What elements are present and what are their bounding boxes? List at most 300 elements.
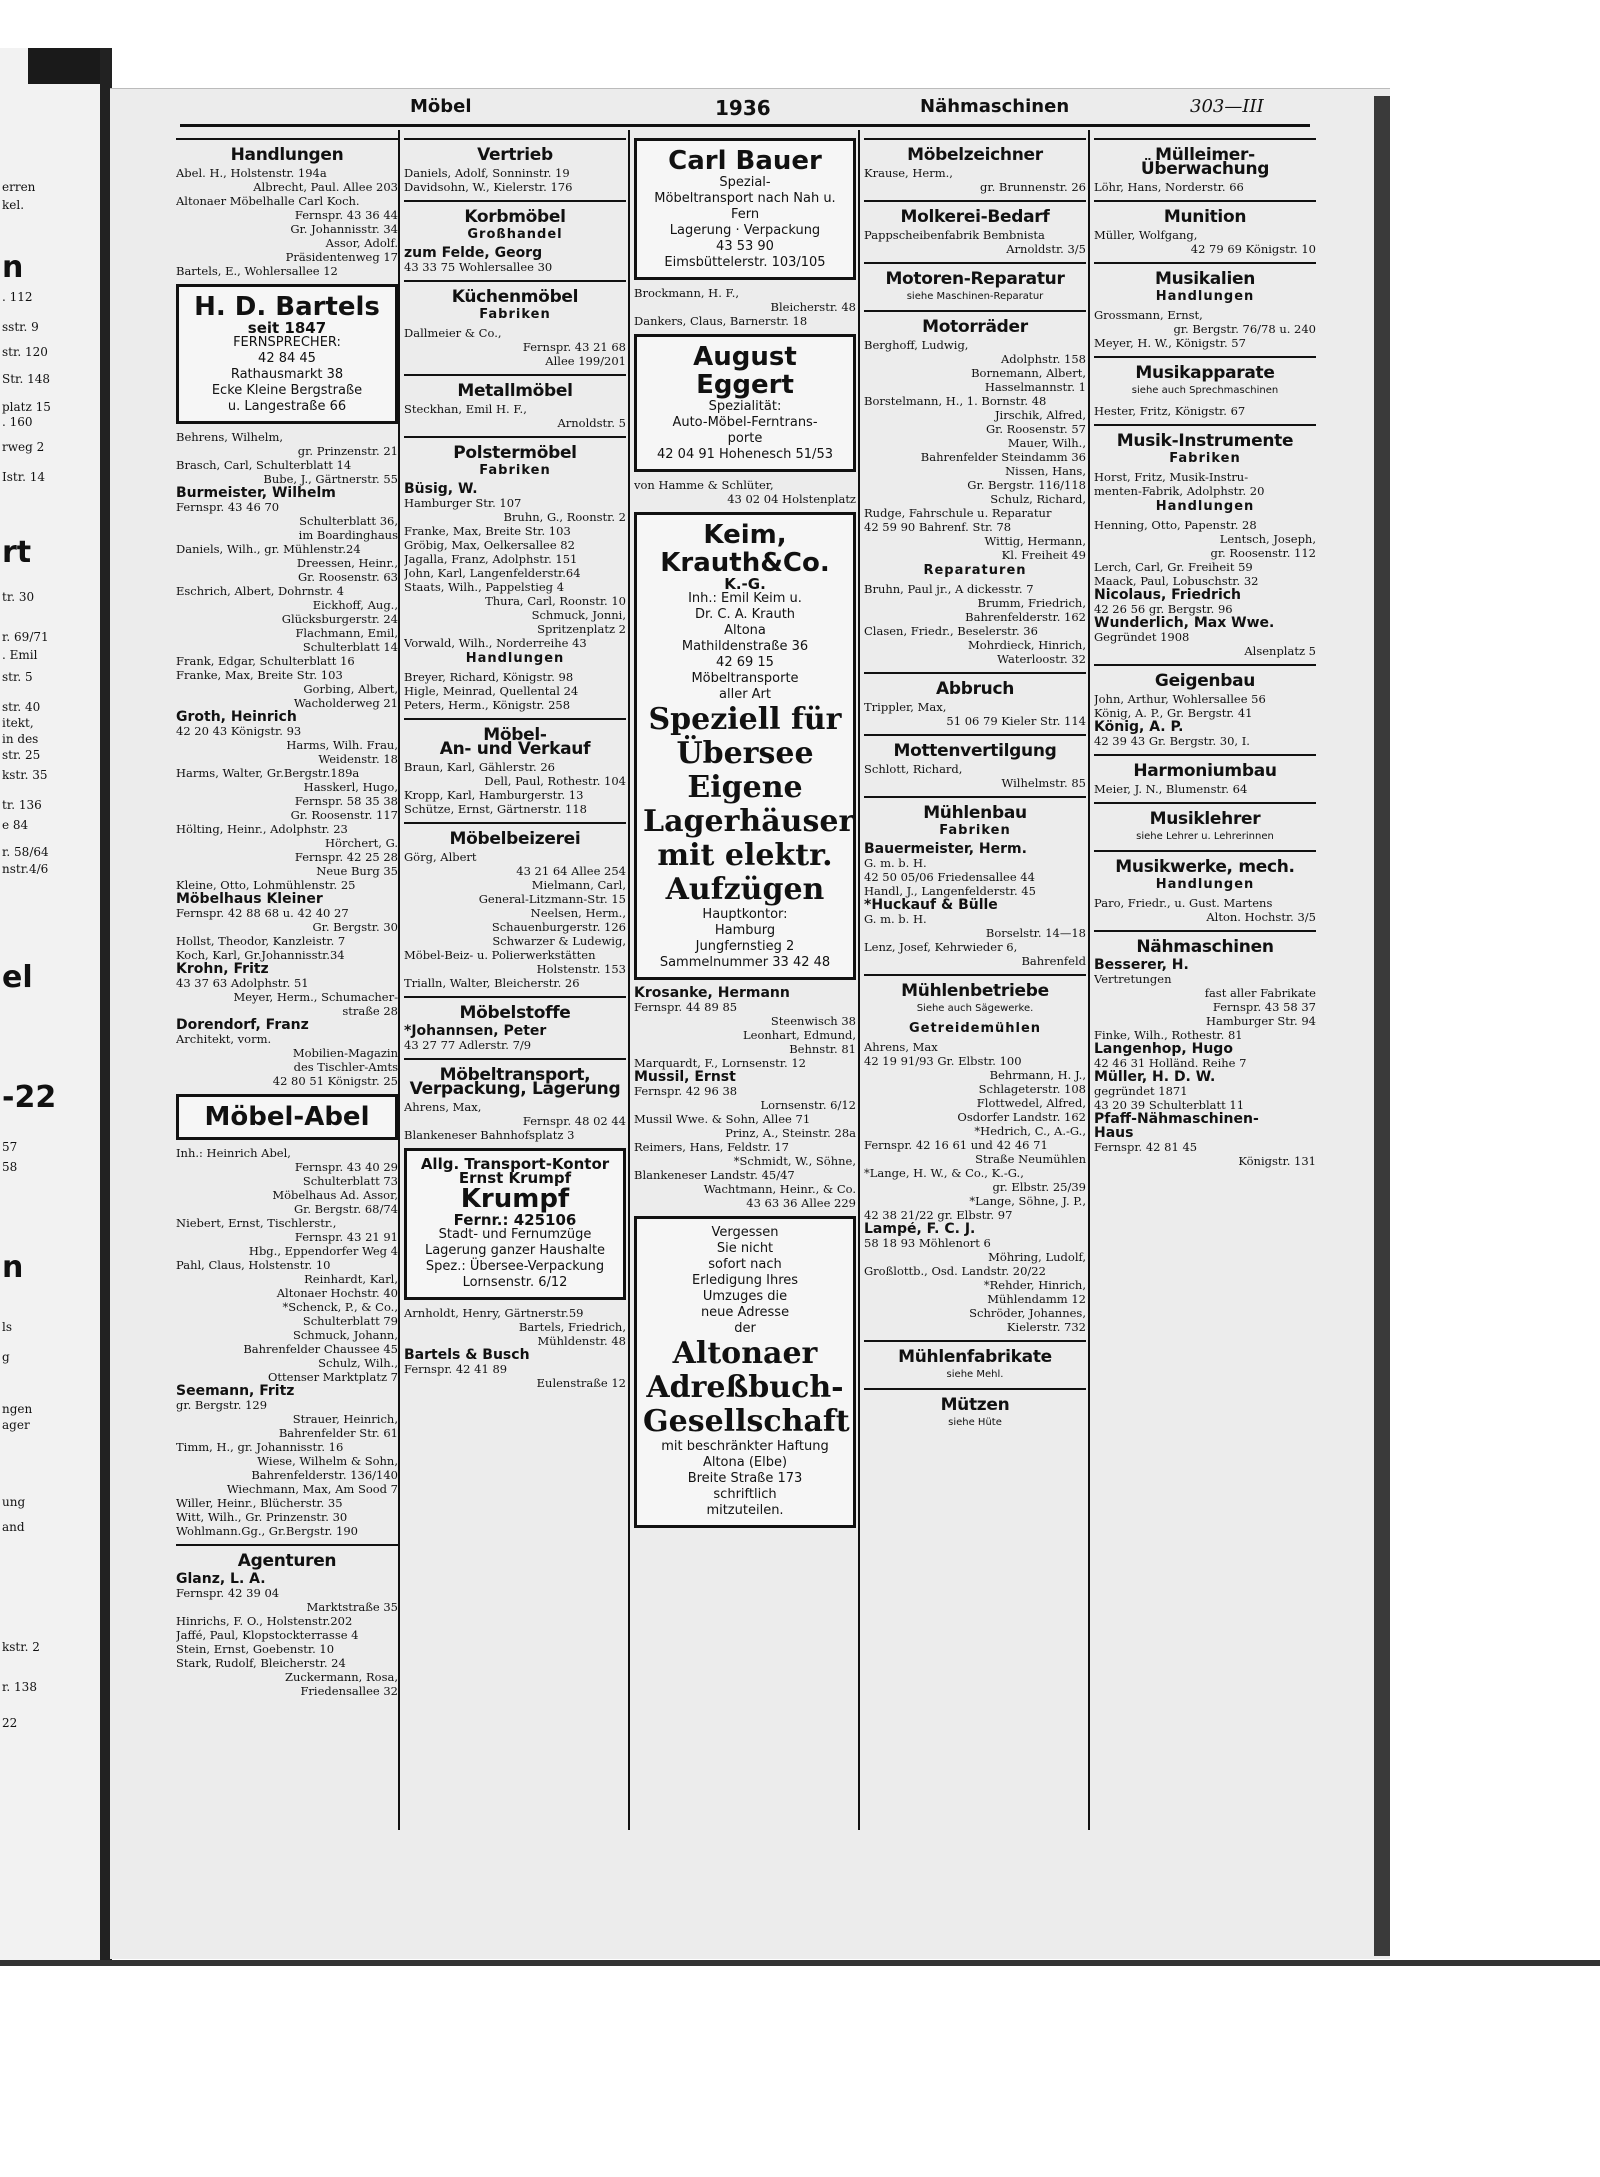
column-1 [176, 132, 398, 1698]
entry-line: Schmuck, Johann, [292, 1328, 398, 1342]
section-rule [864, 974, 1086, 976]
section-heading: Vertrieb [477, 145, 553, 165]
entry-line: Fernspr. 42 88 68 u. 42 40 27 [176, 906, 349, 920]
entry-line: Staats, Wilh., Pappelstieg 4 [404, 580, 565, 594]
advert-l1: Spezial- [719, 175, 771, 190]
entry-line: Königstr. 131 [1238, 1154, 1316, 1168]
column-2 [404, 132, 626, 1390]
entry-line: Pappscheibenfabrik Bembnista [864, 228, 1045, 242]
entry-line: Pahl, Claus, Holstenstr. 10 [176, 1258, 331, 1272]
entry-line: Bruhn, Paul jr., A dickesstr. 7 [864, 582, 1034, 596]
entry-line: Meyer, H. W., Königstr. 57 [1094, 336, 1246, 350]
left-page-text: rweg 2 [2, 440, 45, 454]
bold-entry: Groth, Heinrich [176, 710, 297, 724]
entry-line: Brockmann, H. F., [634, 286, 740, 300]
entry-line: Hinrichs, F. O., Holstenstr.202 [176, 1614, 353, 1628]
entry-line: Flachmann, Emil, [295, 626, 398, 640]
entry-line: von Hamme & Schlüter, [634, 478, 774, 492]
entry-line: Ottenser Marktplatz 7 [267, 1370, 398, 1384]
entry-line: gr. Elbstr. 25/39 [992, 1180, 1086, 1194]
bold-entry: Nicolaus, Friedrich [1094, 588, 1242, 602]
entry-line: Neue Burg 35 [316, 864, 398, 878]
advert-box [634, 1216, 856, 1528]
advert-l3: Spez.: Übersee-Verpackung [425, 1259, 605, 1274]
entry-line: Mohrdieck, Hinrich, [968, 638, 1086, 652]
advert-l13: Jungfernstieg 2 [695, 939, 795, 954]
entry-line: Möhring, Ludolf, [988, 1250, 1086, 1264]
section-heading: Mühlenbetriebe [901, 981, 1049, 1001]
entry-line: 43 33 75 Wohlersallee 30 [404, 260, 553, 274]
advert-name: Keim, Krauth&Co. [660, 520, 830, 578]
entry-line: Friedensallee 32 [300, 1684, 398, 1698]
entry-line: 51 06 79 Kieler Str. 114 [946, 714, 1086, 728]
advert-l12: Altona (Elbe) [702, 1455, 788, 1470]
advert-l3: Rathausmarkt 38 [230, 367, 344, 382]
section-rule [404, 138, 626, 140]
subsection-heading: Reparaturen [923, 563, 1027, 578]
entry-line: Schulterblatt 79 [302, 1314, 398, 1328]
advert-l1: Inh.: Emil Keim u. [688, 591, 802, 606]
advert-l7: der [734, 1321, 756, 1336]
bold-entry: Seemann, Fritz [176, 1384, 295, 1398]
entry-line: Wiese, Wilhelm & Sohn, [257, 1454, 398, 1468]
entry-line: Wacholderweg 21 [293, 696, 398, 710]
advert-box [404, 1148, 626, 1300]
entry-line: Higle, Meinrad, Quellental 24 [404, 684, 579, 698]
advert-box [634, 512, 856, 980]
entry-line: Schulz, Wilh., [318, 1356, 398, 1370]
left-page-text: tr. 30 [2, 590, 35, 604]
entry-line: Strauer, Heinrich, [292, 1412, 398, 1426]
entry-line: Möbel-Beiz- u. Polierwerkstätten [404, 948, 596, 962]
section-rule [176, 138, 398, 140]
section-heading: Küchenmöbel [451, 287, 579, 307]
advert-name: Carl Bauer [668, 146, 822, 176]
section-heading: Möbel- An- und Verkauf [439, 725, 591, 759]
advert-l2: Dr. C. A. Krauth [694, 607, 796, 622]
entry-line: straße 28 [342, 1004, 398, 1018]
entry-line: Möbelhaus Ad. Assor, [272, 1188, 398, 1202]
left-page-text: str. 25 [2, 748, 41, 762]
advert-l5: Umzuges die [702, 1289, 788, 1304]
entry-line: Hester, Fritz, Königstr. 67 [1094, 404, 1246, 418]
entry-line: Bahrenfelderstr. 162 [965, 610, 1086, 624]
bold-entry: Burmeister, Wilhelm [176, 486, 336, 500]
left-page-text: platz 15 [2, 400, 51, 414]
advert-l5: u. Langestraße 66 [227, 399, 347, 414]
entry-line: Behnstr. 81 [789, 1042, 856, 1056]
section-heading: Möbelzeichner [907, 145, 1043, 165]
entry-line: John, Karl, Langenfelderstr.64 [404, 566, 581, 580]
entry-line: Fernspr. 43 46 70 [176, 500, 280, 514]
section-rule [864, 1388, 1086, 1390]
left-page-text: sstr. 9 [2, 320, 39, 334]
entry-line: Clasen, Friedr., Beselerstr. 36 [864, 624, 1038, 638]
entry-line: Eschrich, Albert, Dohrnstr. 4 [176, 584, 344, 598]
advert-l3: Altona [724, 623, 766, 638]
entry-line: Gr. Bergstr. 30 [312, 920, 398, 934]
entry-line: Horst, Fritz, Musik-Instru- [1094, 470, 1249, 484]
header-left: Möbel [410, 96, 472, 117]
entry-line: Mobilien-Magazin [292, 1046, 398, 1060]
entry-line: Fernspr. 43 36 44 [294, 208, 398, 222]
entry-line: Fernspr. 42 25 28 [294, 850, 398, 864]
bold-entry: Wunderlich, Max Wwe. [1094, 616, 1275, 630]
advert-l4: 43 53 90 [716, 239, 774, 254]
left-page-text: 57 [2, 1140, 18, 1154]
entry-line: 43 27 77 Adlerstr. 7/9 [404, 1038, 532, 1052]
left-page-text: rt [2, 535, 32, 570]
entry-line: Bahrenfeld [1021, 954, 1086, 968]
advert-l4: Mathildenstraße 36 [681, 639, 809, 654]
entry-line: Holstenstr. 153 [536, 962, 626, 976]
entry-line: Bube, J., Gärtnerstr. 55 [263, 472, 398, 486]
section-rule [1094, 754, 1316, 756]
bold-entry: Büsig, W. [404, 482, 478, 496]
advert-l10: Gesellschaft [643, 1404, 850, 1439]
entry-line: Gröbig, Max, Oelkersallee 82 [404, 538, 575, 552]
entry-line: Steenwisch 38 [770, 1014, 856, 1028]
left-page-text: . 160 [2, 415, 33, 429]
bold-entry: Pfaff-Nähmaschinen- Haus [1094, 1112, 1259, 1140]
left-page-text: nstr.4/6 [2, 862, 49, 876]
bold-entry: Möbelhaus Kleiner [176, 892, 323, 906]
entry-line: Weidenstr. 18 [318, 752, 398, 766]
entry-line: Bahrenfelderstr. 136/140 [251, 1468, 398, 1482]
cross-reference: siehe Lehrer u. Lehrerinnen [1136, 831, 1274, 842]
advert-l2: Sie nicht [716, 1241, 774, 1256]
left-page-text: ung [2, 1495, 26, 1509]
entry-line: Präsidentenweg 17 [285, 250, 398, 264]
advert-l2: 42 84 45 [258, 351, 316, 366]
page-number: 303—III [1190, 96, 1264, 117]
section-rule [1094, 802, 1316, 804]
entry-line: Peters, Herm., Königstr. 258 [404, 698, 571, 712]
left-page-text: itekt, [2, 716, 34, 730]
entry-line: Berghoff, Ludwig, [864, 338, 969, 352]
bold-entry: *Johannsen, Peter [404, 1024, 547, 1038]
section-rule [864, 310, 1086, 312]
advert-box [176, 284, 398, 424]
entry-line: Reimers, Hans, Feldstr. 17 [634, 1140, 789, 1154]
entry-line: Alton. Hochstr. 3/5 [1206, 910, 1316, 924]
section-heading: Musik-Instrumente [1116, 431, 1294, 451]
section-heading: Musiklehrer [1149, 809, 1261, 829]
column-rule [398, 130, 400, 1830]
entry-line: gr. Bergstr. 76/78 u. 240 [1173, 322, 1316, 336]
entry-line: Stark, Rudolf, Bleicherstr. 24 [176, 1656, 346, 1670]
entry-line: Abel. H., Holstenstr. 194a [176, 166, 327, 180]
entry-line: Fernspr. 58 35 38 [294, 794, 398, 808]
entry-line: Blankeneser Landstr. 45/47 [634, 1168, 795, 1182]
entry-line: Harms, Wilh. Frau, [286, 738, 398, 752]
section-rule [404, 822, 626, 824]
entry-line: Trippler, Max, [864, 700, 947, 714]
entry-line: Gr. Johannisstr. 34 [290, 222, 398, 236]
section-heading: Mühlenbau [923, 803, 1027, 823]
advert-l4: Lornsenstr. 6/12 [462, 1275, 568, 1290]
entry-line: Arnoldstr. 5 [557, 416, 626, 430]
entry-line: 42 26 56 gr. Bergstr. 96 [1094, 602, 1233, 616]
entry-line: Ahrens, Max [864, 1040, 938, 1054]
entry-line: *Hedrich, C., A.-G., [974, 1124, 1086, 1138]
section-heading: Musikapparate [1135, 363, 1275, 383]
advert-phone: Fernr.: 425106 [453, 1211, 577, 1229]
section-rule [1094, 200, 1316, 202]
column-rule [628, 130, 630, 1830]
entry-line: Wittig, Hermann, [984, 534, 1086, 548]
entry-line: Albrecht, Paul. Allee 203 [253, 180, 398, 194]
section-heading: Korbmöbel [464, 207, 566, 227]
section-rule [1094, 850, 1316, 852]
entry-line: Daniels, Adolf, Sonninstr. 19 [404, 166, 570, 180]
entry-line: Kielerstr. 732 [1006, 1320, 1086, 1334]
entry-line: Fernspr. 42 16 61 und 42 46 71 [864, 1138, 1048, 1152]
left-page-text: tr. 136 [2, 798, 42, 812]
section-rule [404, 1058, 626, 1060]
entry-line: Alsenplatz 5 [1244, 644, 1316, 658]
left-page-text: r. 69/71 [2, 630, 49, 644]
entry-line: Stein, Ernst, Goebenstr. 10 [176, 1642, 335, 1656]
left-page-text: str. 5 [2, 670, 33, 684]
entry-line: Fernspr. 43 21 91 [294, 1230, 398, 1244]
entry-line: Trialln, Walter, Bleicherstr. 26 [404, 976, 580, 990]
entry-line: 42 20 43 Königstr. 93 [176, 724, 302, 738]
advert-since: seit 1847 [247, 319, 327, 337]
entry-line: Adolphstr. 158 [1000, 352, 1086, 366]
entry-line: Schulterblatt 36, [299, 514, 398, 528]
left-page-text: ager [2, 1418, 30, 1432]
entry-line: 42 50 05/06 Friedensallee 44 [864, 870, 1035, 884]
advert-l6: Möbeltransporte [691, 671, 799, 686]
entry-line: Großlottb., Osd. Landstr. 20/22 [864, 1264, 1046, 1278]
section-heading: Metallmöbel [457, 381, 573, 401]
entry-line: Harms, Walter, Gr.Bergstr.189a [176, 766, 360, 780]
entry-line: Marktstraße 35 [306, 1600, 398, 1614]
entry-line: Gr. Roosenstr. 57 [985, 422, 1086, 436]
entry-line: Allee 199/201 [545, 354, 626, 368]
section-rule [1094, 424, 1316, 426]
entry-line: Schulz, Richard, [990, 492, 1086, 506]
advert-l5: 42 69 15 [716, 655, 774, 670]
entry-line: Hollst, Theodor, Kanzleistr. 7 [176, 934, 346, 948]
entry-line: Bartels, E., Wohlersallee 12 [176, 264, 338, 278]
entry-line: Frank, Edgar, Schulterblatt 16 [176, 654, 355, 668]
entry-line: des Tischler-Amts [293, 1060, 398, 1074]
entry-line: König, A. P., Gr. Bergstr. 41 [1094, 706, 1253, 720]
section-rule [864, 262, 1086, 264]
entry-line: Schlageterstr. 108 [978, 1082, 1086, 1096]
entry-line: Eulenstraße 12 [536, 1376, 626, 1390]
left-page-text: kstr. 2 [2, 1640, 40, 1654]
entry-line: Steckhan, Emil H. F., [404, 402, 527, 416]
column-5 [1094, 132, 1316, 1168]
section-heading: Mülleimer- Überwachung [1140, 145, 1270, 179]
entry-line: Wilhelmstr. 85 [1001, 776, 1086, 790]
section-rule [1094, 138, 1316, 140]
entry-line: 42 39 43 Gr. Bergstr. 30, I. [1094, 734, 1250, 748]
entry-line: G. m. b. H. [864, 856, 927, 870]
section-heading: Möbelbeizerei [449, 829, 581, 849]
section-rule [864, 200, 1086, 202]
entry-line: Straße Neumühlen [975, 1152, 1086, 1166]
entry-line: Borselstr. 14—18 [985, 926, 1086, 940]
cross-reference: siehe Maschinen-Reparatur [906, 291, 1044, 302]
entry-line: Bornemann, Albert, [971, 366, 1086, 380]
advert: Möbel-Abel [176, 1094, 398, 1140]
entry-line: Fernspr. 48 02 44 [522, 1114, 626, 1128]
entry-line: Schlott, Richard, [864, 762, 963, 776]
section-rule [1094, 664, 1316, 666]
entry-line: Braun, Karl, Gählerstr. 26 [404, 760, 555, 774]
entry-line: Mühlendamm 12 [987, 1292, 1086, 1306]
column-3 [634, 132, 856, 1534]
entry-line: Kropp, Karl, Hamburgerstr. 13 [404, 788, 584, 802]
entry-line: Flottwedel, Alfred, [976, 1096, 1086, 1110]
entry-line: Glücksburgerstr. 24 [281, 612, 398, 626]
entry-line: Schmuck, Jonni, [531, 608, 626, 622]
scan-bottom-edge [0, 1960, 1600, 1966]
left-page-text: r. 138 [2, 1680, 37, 1694]
entry-line: Kleine, Otto, Lohmühlenstr. 25 [176, 878, 356, 892]
subsection-heading: Fabriken [479, 307, 551, 322]
entry-line: Assor, Adolf. [325, 236, 398, 250]
section-heading: Abbruch [935, 679, 1015, 699]
entry-line: Osdorfer Landstr. 162 [957, 1110, 1086, 1124]
subsection-heading: Großhandel [467, 227, 563, 242]
column-rule [1088, 130, 1090, 1830]
advert-name: August Eggert [693, 342, 797, 400]
section-heading: Harmoniumbau [1133, 761, 1277, 781]
entry-line: Eickhoff, Aug., [312, 598, 398, 612]
bold-entry: Besserer, H. [1094, 958, 1189, 972]
advert-name: Krumpf [460, 1184, 570, 1214]
entry-line: Gr. Roosenstr. 63 [297, 570, 398, 584]
section-heading: Möbeltransport, Verpackung, Lagerung [409, 1065, 621, 1099]
entry-line: Löhr, Hans, Norderstr. 66 [1094, 180, 1244, 194]
entry-line: Dell, Paul, Rothestr. 104 [484, 774, 626, 788]
entry-line: Dreessen, Heinr., [296, 556, 398, 570]
left-page-text: kel. [2, 198, 25, 212]
left-page-text: . 112 [2, 290, 33, 304]
entry-line: Lerch, Carl, Gr. Freiheit 59 [1094, 560, 1253, 574]
left-page-text: e 84 [2, 818, 29, 832]
entry-line: Lenz, Josef, Kehrwieder 6, [864, 940, 1018, 954]
entry-line: *Rehder, Hinrich, [983, 1278, 1086, 1292]
section-heading: Molkerei-Bedarf [900, 207, 1050, 227]
entry-line: Niebert, Ernst, Tischlerstr., [176, 1216, 337, 1230]
section-heading: Musikwerke, mech. [1115, 857, 1295, 877]
section-heading: Agenturen [237, 1551, 337, 1571]
left-page-text: ls [2, 1320, 12, 1334]
entry-line: Jirschik, Alfred, [994, 408, 1086, 422]
subsection-heading: Handlungen [465, 651, 565, 666]
entry-line: Mühldenstr. 48 [537, 1334, 626, 1348]
entry-line: 43 63 36 Allee 229 [746, 1196, 856, 1210]
advert-l1: Stadt- und Fernumzüge [438, 1227, 592, 1242]
entry-line: Gorbing, Albert, [303, 682, 398, 696]
left-page-text: n [2, 1250, 24, 1285]
advert-l3: sofort nach [708, 1257, 782, 1272]
entry-line: Daniels, Wilh., gr. Mühlenstr.24 [176, 542, 361, 556]
entry-line: Waterloostr. 32 [997, 652, 1086, 666]
entry-line: Ahrens, Max, [404, 1100, 482, 1114]
entry-line: Mielmann, Carl, [531, 878, 626, 892]
section-heading: Munition [1163, 207, 1247, 227]
section-rule [1094, 930, 1316, 932]
entry-line: Hbg., Eppendorfer Weg 4 [248, 1244, 398, 1258]
section-rule [404, 200, 626, 202]
entry-line: Kl. Freiheit 49 [1001, 548, 1086, 562]
entry-line: Schulterblatt 73 [302, 1174, 398, 1188]
bold-entry: Glanz, L. A. [176, 1572, 266, 1586]
bold-entry: Krosanke, Hermann [634, 986, 790, 1000]
left-page-text: -22 [2, 1080, 57, 1115]
entry-line: Borstelmann, H., 1. Bornstr. 48 [864, 394, 1047, 408]
section-heading: Mühlenfabrikate [898, 1347, 1052, 1367]
left-page-text: Str. 148 [2, 372, 50, 386]
entry-line: Brumm, Friedrich, [977, 596, 1086, 610]
entry-line: *Lange, H. W., & Co., K.-G., [864, 1166, 1024, 1180]
bold-entry: Dorendorf, Franz [176, 1018, 309, 1032]
entry-line: 43 37 63 Adolphstr. 51 [176, 976, 309, 990]
entry-line: fast aller Fabrikate [1204, 986, 1316, 1000]
header-right: Nähmaschinen [920, 96, 1070, 117]
advert-l11: Hauptkontor: [702, 907, 788, 922]
entry-line: 42 59 90 Bahrenf. Str. 78 [864, 520, 1012, 534]
entry-line: G. m. b. H. [864, 912, 927, 926]
entry-line: General-Litzmann-Str. 15 [478, 892, 626, 906]
advert-l3: porte [727, 431, 763, 446]
entry-line: Neelsen, Herm., [530, 906, 626, 920]
entry-line: Rudge, Fahrschule u. Reparatur [864, 506, 1052, 520]
column-4 [864, 132, 1086, 1436]
entry-line: Blankeneser Bahnhofsplatz 3 [404, 1128, 575, 1142]
entry-line: Behrmann, H. J., [989, 1068, 1086, 1082]
entry-line: menten-Fabrik, Adolphstr. 20 [1094, 484, 1265, 498]
entry-line: Davidsohn, W., Kielerstr. 176 [404, 180, 573, 194]
entry-line: Dankers, Claus, Barnerstr. 18 [634, 314, 808, 328]
cross-reference: Siehe auch Sägewerke. [916, 1003, 1034, 1014]
advert-l7: aller Art [719, 687, 771, 702]
subsection-heading: Fabriken [479, 463, 551, 478]
section-rule [404, 718, 626, 720]
advert-name: H. D. Bartels [194, 292, 380, 322]
section-heading: Möbelstoffe [459, 1003, 571, 1023]
entry-line: gegründet 1871 [1094, 1084, 1188, 1098]
entry-line: Thura, Carl, Roonstr. 10 [485, 594, 626, 608]
left-page-text: ngen [2, 1402, 33, 1416]
entry-line: Vertretungen [1094, 972, 1172, 986]
entry-line: Marquardt, F., Lornsenstr. 12 [634, 1056, 806, 1070]
entry-line: Jagalla, Franz, Adolphstr. 151 [404, 552, 578, 566]
bold-entry: Bartels & Busch [404, 1348, 530, 1362]
section-heading: Motoren-Reparatur [885, 269, 1065, 289]
left-page-text: g [2, 1350, 10, 1364]
section-heading: Mützen [940, 1395, 1010, 1415]
entry-line: Schröder, Johannes, [969, 1306, 1086, 1320]
section-rule [864, 1340, 1086, 1342]
advert-l1: FERNSPRECHER: [233, 335, 341, 350]
entry-line: 42 38 21/22 gr. Elbstr. 97 [864, 1208, 1013, 1222]
section-heading: Musikalien [1154, 269, 1256, 289]
entry-line: Gr. Bergstr. 68/74 [293, 1202, 398, 1216]
left-page-text: kstr. 35 [2, 768, 48, 782]
advert-l9: Eigene Lagerhäuser [643, 770, 855, 839]
entry-line: Mussil Wwe. & Sohn, Allee 71 [634, 1112, 811, 1126]
advert-l1: Vergessen [711, 1225, 779, 1240]
section-heading: Motorräder [922, 317, 1028, 337]
